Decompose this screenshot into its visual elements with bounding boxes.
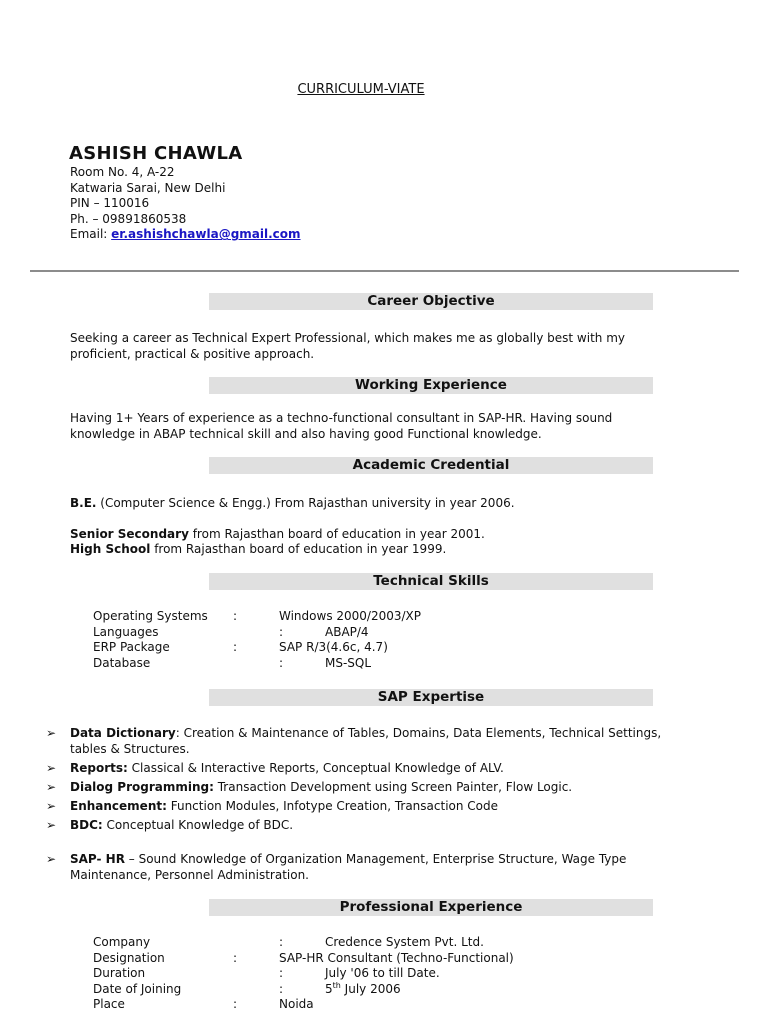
list-item <box>46 798 666 814</box>
academic-ss-detail: from Rajasthan board of education in year 2001. <box>188 527 485 541</box>
working-experience-text: Having 1+ Years of experience as a techno-functional consultant in SAP-HR. Having sound knowledge in ABAP technical skill and also having good Functional knowledge. <box>70 411 613 441</box>
academic-be-degree: B.E. <box>70 496 97 510</box>
email-row <box>70 227 301 243</box>
experience-key: Place <box>93 997 125 1012</box>
skill-colon: : <box>233 609 238 623</box>
experience-value: July '06 to till Date. <box>325 966 440 981</box>
experience-key: Date of Joining <box>93 981 182 996</box>
arrow-bullet-icon: ➢ <box>46 818 57 832</box>
experience-colon: : <box>279 981 284 996</box>
document-title: CURRICULUM-VIATE <box>297 82 425 97</box>
list-item <box>46 851 666 883</box>
academic-be-detail: (Computer Science & Engg.) From Rajasthan university in year 2006. <box>96 496 515 510</box>
skill-value: MS-SQL <box>325 655 372 670</box>
address-line-1: Room No. 4, A-22 <box>70 165 175 179</box>
skill-colon: : <box>233 640 238 655</box>
experience-colon: : <box>279 935 284 949</box>
list-item <box>46 817 666 833</box>
section-heading-academic: Academic Credential <box>209 457 653 474</box>
sap-expertise-list <box>46 725 666 883</box>
expertise-label: SAP- HR <box>70 852 125 866</box>
experience-colon: : <box>233 950 238 965</box>
section-heading-professional-experience: Professional Experience <box>209 899 653 916</box>
list-item <box>46 779 666 795</box>
academic-high-school <box>70 541 670 557</box>
section-heading-career-objective: Career Objective <box>209 293 653 310</box>
expertise-label: Reports: <box>70 761 128 775</box>
email-link[interactable]: er.ashishchawla@gmail.com <box>111 227 301 242</box>
arrow-bullet-icon: ➢ <box>46 852 57 866</box>
experience-value: SAP-HR Consultant (Techno-Functional) <box>279 950 514 965</box>
skill-value: Windows 2000/2003/XP <box>279 609 422 623</box>
skill-value: SAP R/3(4.6c, 4.7) <box>279 640 388 655</box>
pin-code: PIN – 110016 <box>70 196 150 211</box>
section-heading-technical-skills: Technical Skills <box>209 573 653 590</box>
section-heading-sap-expertise: SAP Expertise <box>209 689 653 706</box>
skill-key: Operating Systems <box>93 609 208 623</box>
experience-key: Duration <box>93 966 146 981</box>
academic-senior-secondary <box>70 526 670 542</box>
expertise-label: Enhancement: <box>70 799 167 813</box>
section-heading-working-experience: Working Experience <box>209 377 653 394</box>
academic-hs-detail: from Rajasthan board of education in year 1999. <box>150 542 447 556</box>
academic-ss-label: Senior Secondary <box>70 527 189 541</box>
expertise-text: Function Modules, Infotype Creation, Transaction Code <box>166 799 499 813</box>
arrow-bullet-icon: ➢ <box>46 780 57 794</box>
skill-colon: : <box>279 655 284 670</box>
joining-day-suffix: th <box>332 980 341 990</box>
career-objective-text: Seeking a career as Technical Expert Professional, which makes me as globally best with my proficient, practical & positive approach. <box>70 331 625 361</box>
skill-key: ERP Package <box>93 640 170 655</box>
experience-value: Credence System Pvt. Ltd. <box>325 935 484 949</box>
skill-value: ABAP/4 <box>325 624 369 639</box>
experience-value <box>325 982 401 998</box>
expertise-text: Classical & Interactive Reports, Conceptual Knowledge of ALV. <box>127 761 504 775</box>
horizontal-divider <box>30 270 739 272</box>
address-line-2: Katwaria Sarai, New Delhi <box>70 180 226 195</box>
expertise-text: – Sound Knowledge of Organization Management, Enterprise Structure, Wage Type Maintenance, Personnel Administration. <box>70 852 627 882</box>
experience-key: Company <box>93 935 151 949</box>
candidate-name: ASHISH CHAWLA <box>69 143 243 164</box>
experience-key: Designation <box>93 950 165 965</box>
contact-block <box>70 165 301 243</box>
list-item <box>46 725 666 757</box>
arrow-bullet-icon: ➢ <box>46 799 57 813</box>
academic-hs-label: High School <box>70 542 151 556</box>
expertise-label: Data Dictionary <box>70 726 176 740</box>
joining-day: 5 <box>325 981 333 996</box>
arrow-bullet-icon: ➢ <box>46 761 57 775</box>
phone-number: Ph. – 09891860538 <box>70 211 187 226</box>
skill-key: Database <box>93 655 151 670</box>
experience-colon: : <box>233 997 238 1012</box>
expertise-label: BDC: <box>70 818 103 832</box>
experience-colon: : <box>279 966 284 981</box>
expertise-text: Transaction Development using Screen Painter, Flow Logic. <box>213 780 573 794</box>
skill-key: Languages <box>93 624 159 639</box>
expertise-text: : Creation & Maintenance of Tables, Domains, Data Elements, Technical Settings, tables & Structures. <box>70 726 662 756</box>
academic-be <box>70 495 670 511</box>
expertise-text: Conceptual Knowledge of BDC. <box>102 818 294 832</box>
skill-colon: : <box>279 624 284 639</box>
experience-value: Noida <box>279 997 314 1012</box>
list-item <box>46 760 666 776</box>
arrow-bullet-icon: ➢ <box>46 726 57 740</box>
expertise-label: Dialog Programming: <box>70 780 214 794</box>
email-label: Email: <box>70 227 112 242</box>
joining-month-year: July 2006 <box>340 981 401 996</box>
